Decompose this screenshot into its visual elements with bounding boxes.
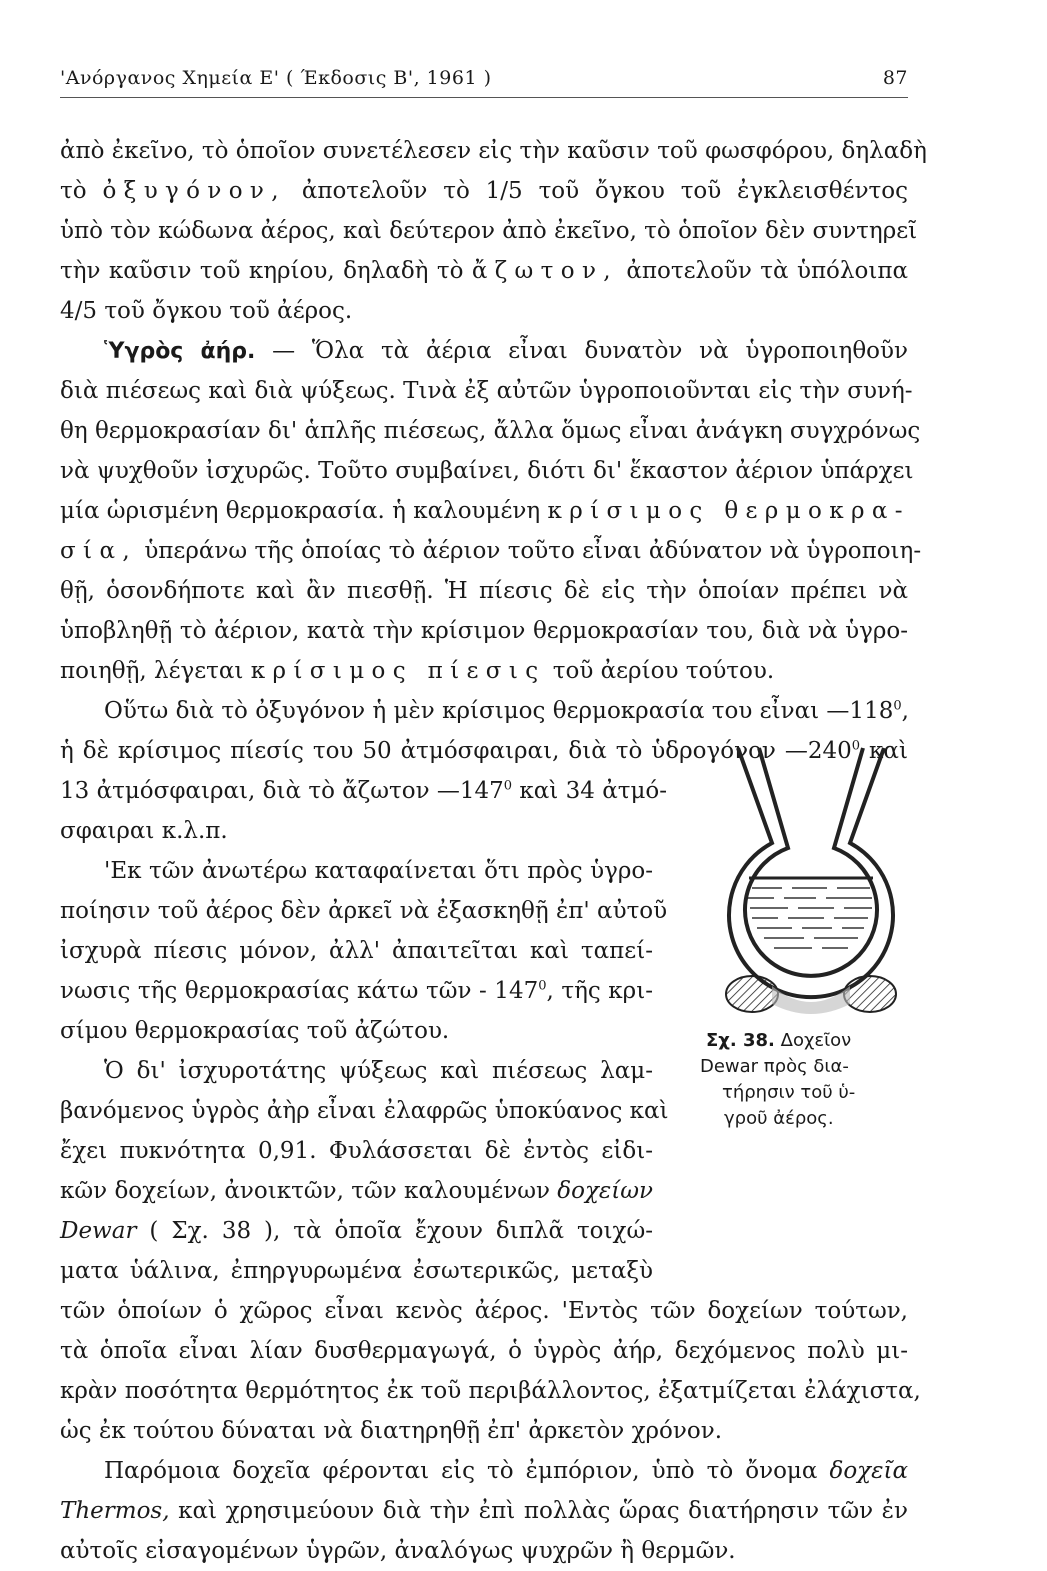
text-line: τῶν ὁποίων ὁ χῶρος εἶναι κενὸς ἀέρος. 'Εντὸς τῶν δοχείων τούτων, xyxy=(60,1298,908,1324)
text-line: κῶν δοχείων, ἀνοικτῶν, τῶν καλουμένων δοχείων xyxy=(60,1178,654,1204)
text-line: αὐτοῖς εἰσαγομένων ὑγρῶν, ἀναλόγως ψυχρῶν ἢ θερμῶν. xyxy=(60,1538,736,1564)
text-line: Dewar ( Σχ. 38 ), τὰ ὁποῖα ἔχουν διπλᾶ τοιχώ- xyxy=(60,1218,653,1244)
text-line: βανόμενος ὑγρὸς ἀὴρ εἶναι ἐλαφρῶς ὑποκύανος καὶ xyxy=(60,1098,669,1124)
text-line: ἰσχυρὰ πίεσις μόνον, ἀλλ' ἀπαιτεῖται καὶ ταπεί- xyxy=(60,938,653,964)
text-line: μία ὡρισμένη θερμοκρασία. ἡ καλουμένη κρίσιμος θερμοκρα- xyxy=(60,498,910,524)
text-line: τὴν καῦσιν τοῦ κηρίου, δηλαδὴ τὸ ἄζωτον, ἀποτελοῦν τὰ ὑπόλοιπα xyxy=(60,258,908,284)
text-line: ποίησιν τοῦ ἀέρος δὲν ἀρκεῖ νὰ ἐξασκηθῇ ἐπ' αὐτοῦ xyxy=(60,898,668,924)
text-line: ποιηθῇ, λέγεται κρίσιμος πίεσις τοῦ ἀερίου τούτου. xyxy=(60,658,775,684)
text-line: ἔχει πυκνότητα 0,91. Φυλάσσεται δὲ ἐντὸς εἰδι- xyxy=(60,1138,653,1164)
support-pad-left xyxy=(726,976,778,1012)
spaced-term: κρίσιμος πίεσις xyxy=(250,658,546,684)
dewar-flask-drawing xyxy=(712,728,912,1028)
text-line: τὸ ὀξυγόνον, ἀποτελοῦν τὸ 1/5 τοῦ ὄγκου τοῦ ἐγκλεισθέντος xyxy=(60,178,908,204)
page-number: 87 xyxy=(882,67,908,89)
running-title: 'Ανόργανος Χημεία Ε' ( Έκδοσις Β', 1961 ) xyxy=(60,67,492,89)
text-line: Thermos, καὶ χρησιμεύουν διὰ τὴν ἐπὶ πολλὰς ὥρας διατήρησιν τῶν ἐν xyxy=(60,1498,908,1524)
inner-wall xyxy=(745,748,877,976)
text-line: ἡ δὲ κρίσιμος πίεσίς του 50 ἀτμόσφαιραι, διὰ τὸ ὑδρογόνον $—240^0$ καὶ xyxy=(60,738,908,764)
running-header xyxy=(60,64,908,92)
text-line: σίμου θερμοκρασίας τοῦ ἀζώτου. xyxy=(60,1018,450,1044)
text-line: σία, ὑπεράνω τῆς ὁποίας τὸ ἀέριον τοῦτο εἶναι ἀδύνατον νὰ ὑγροποιη- xyxy=(60,538,922,564)
text-line: Ὁ δι' ἰσχυροτάτης ψύξεως καὶ πιέσεως λαμ- xyxy=(104,1058,653,1084)
text-line: ματα ὑάλινα, ἐπηργυρωμένα ἐσωτερικῶς, μεταξὺ xyxy=(60,1258,653,1284)
text-line: ἀπὸ ἐκεῖνο, τὸ ὁποῖον συνετέλεσεν εἰς τὴν καῦσιν τοῦ φωσφόρου, δηλαδὴ xyxy=(60,138,927,164)
figure-caption: Σχ. 38. Δοχεῖον Dewar πρὸς δια- τήρησιν τοῦ ὑ- γροῦ ἀέρος. xyxy=(700,1030,856,1129)
text-line: ὑπὸ τὸν κώδωνα ἀέρος, καὶ δεύτερον ἀπὸ ἐκεῖνο, τὸ ὁποῖον δὲν συντηρεῖ xyxy=(60,218,918,244)
text-line: τὰ ὁποῖα εἶναι λίαν δυσθερμαγωγά, ὁ ὑγρὸς ἀήρ, δεχόμενος πολὺ μι- xyxy=(60,1338,908,1364)
text-line: 4/5 τοῦ ὄγκου τοῦ ἀέρος. xyxy=(60,298,353,324)
spaced-term: σία, xyxy=(60,538,138,564)
spaced-term: κρίσιμος θερμοκρα- xyxy=(547,498,910,524)
text-line: Οὕτω διὰ τὸ ὀξυγόνον ἡ μὲν κρίσιμος θερμοκρασία του εἶναι $—118^0$, xyxy=(104,698,909,724)
text-line: ὡς ἐκ τούτου δύναται νὰ διατηρηθῇ ἐπ' ἀρκετὸν χρόνον. xyxy=(60,1418,723,1444)
text-line: θη θερμοκρασίαν δι' ἁπλῆς πιέσεως, ἄλλα ὅμως εἶναι ἀνάγκη συγχρόνως xyxy=(60,418,921,444)
support-base xyxy=(772,986,850,1014)
text-line: Παρόμοια δοχεῖα φέρονται εἰς τὸ ἐμπόριον, ὑπὸ τὸ ὄνομα δοχεῖα xyxy=(104,1458,909,1484)
header-rule xyxy=(60,97,908,98)
text-line: 'Εκ τῶν ἀνωτέρω καταφαίνεται ὅτι πρὸς ὑγρο- xyxy=(104,858,653,884)
spaced-term: ἄζωτον, xyxy=(471,258,618,284)
figure-number: Σχ. 38. xyxy=(706,1030,775,1051)
text-line: νὰ ψυχθοῦν ἰσχυρῶς. Τοῦτο συμβαίνει, διότι δι' ἕκαστον ἀέριον ὑπάρχει xyxy=(60,458,914,484)
text-line: διὰ πιέσεως καὶ διὰ ψύξεως. Τινὰ ἐξ αὐτῶν ὑγροποιοῦνται εἰς τὴν συνή- xyxy=(60,378,913,404)
text-line: νωσις τῆς θερμοκρασίας κάτω τῶν - $147^0$, τῆς κρι- xyxy=(60,978,653,1004)
text-line: Ὑγρὸς ἀήρ. — Ὅλα τὰ ἀέρια εἶναι δυνατὸν νὰ ὑγροποιηθοῦν xyxy=(104,338,908,364)
text-line: 13 ἀτμόσφαιραι, διὰ τὸ ἄζωτον $—147^0$ καὶ 34 ἀτμό- xyxy=(60,778,668,804)
liquid-hatching xyxy=(748,888,872,948)
section-heading: Ὑγρὸς ἀήρ. xyxy=(104,339,256,364)
support-pad-right xyxy=(844,976,896,1012)
text-line: σφαιραι κ.λ.π. xyxy=(60,818,228,844)
dewar-flask-figure xyxy=(712,728,912,1028)
text-line: κρὰν ποσότητα θερμότητος ἐκ τοῦ περιβάλλοντος, ἐξατμίζεται ἐλάχιστα, xyxy=(60,1378,921,1404)
text-line: θῇ, ὁσονδήποτε καὶ ἂν πιεσθῇ. Ἡ πίεσις δὲ εἰς τὴν ὁποίαν πρέπει νὰ xyxy=(60,578,908,604)
spaced-term: ὀξυγόνον, xyxy=(102,178,286,204)
outer-wall xyxy=(729,748,893,997)
text-line: ὑποβληθῇ τὸ ἀέριον, κατὰ τὴν κρίσιμον θερμοκρασίαν του, διὰ νὰ ὑγρο- xyxy=(60,618,908,644)
